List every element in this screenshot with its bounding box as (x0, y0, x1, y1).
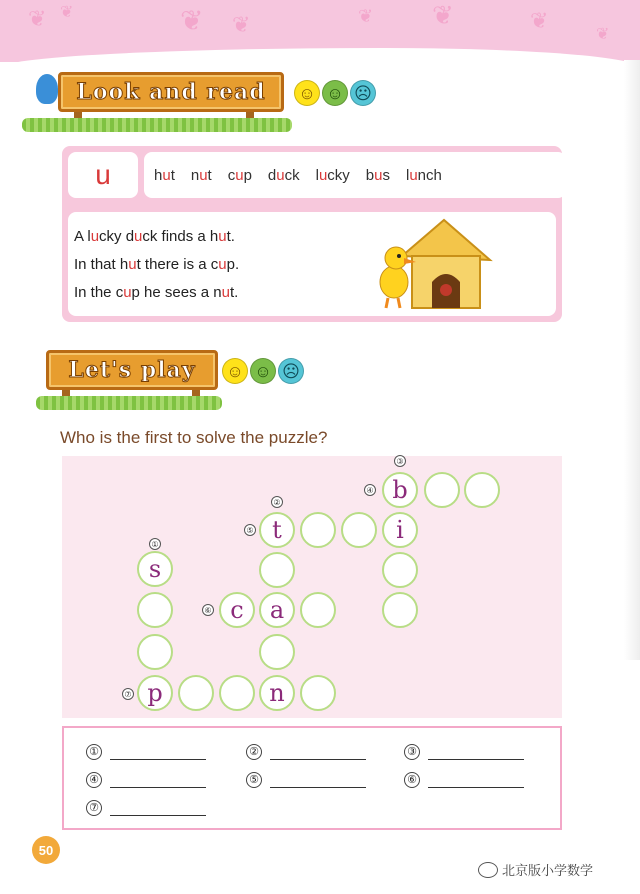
answer-item (404, 772, 524, 788)
puzzle-cell[interactable]: p (137, 675, 173, 711)
puzzle-cell[interactable]: t (259, 512, 295, 548)
answer-number: ⑥ (404, 772, 420, 788)
puzzle-cell[interactable] (178, 675, 214, 711)
puzzle-cell[interactable] (382, 592, 418, 628)
grass-strip (22, 118, 292, 132)
wechat-icon (478, 862, 498, 878)
puzzle-cell[interactable] (300, 592, 336, 628)
answer-number: ⑦ (86, 800, 102, 816)
sign-board (46, 350, 218, 390)
happy-face-icon[interactable]: ☺ (294, 80, 320, 106)
answer-blank[interactable] (110, 777, 206, 788)
sign-board (58, 72, 284, 112)
clue-number: ⑦ (122, 688, 134, 700)
puzzle-cell[interactable] (300, 675, 336, 711)
puzzle-cell[interactable]: c (219, 592, 255, 628)
puzzle-question: Who is the first to solve the puzzle? (60, 428, 328, 447)
answer-number: ⑤ (246, 772, 262, 788)
butterfly-icon: ❦ (358, 6, 374, 26)
butterfly-icon: ❦ (596, 26, 610, 43)
answer-item (246, 772, 366, 788)
butterfly-icon: ❦ (530, 8, 549, 33)
answer-number: ② (246, 744, 262, 760)
page-number: 50 (32, 836, 60, 864)
rhyme-line: In that hut there is a cup. (74, 256, 240, 273)
answer-blank[interactable] (270, 749, 366, 760)
answer-blank[interactable] (428, 749, 524, 760)
puzzle-cell[interactable] (424, 472, 460, 508)
puzzle-cell[interactable]: a (259, 592, 295, 628)
puzzle-cell[interactable] (137, 634, 173, 670)
answer-item (86, 772, 206, 788)
grass-strip (36, 396, 222, 410)
puzzle-cell[interactable] (300, 512, 336, 548)
puzzle-cell[interactable] (219, 675, 255, 711)
butterfly-icon: ❦ (232, 12, 251, 37)
rhyme-line: In the cup he sees a nut. (74, 284, 239, 301)
clue-number: ② (271, 496, 283, 508)
neutral-face-icon[interactable]: ☺ (250, 358, 276, 384)
puzzle-cell[interactable] (259, 634, 295, 670)
happy-face-icon[interactable]: ☺ (222, 358, 248, 384)
watermark (478, 860, 593, 879)
header-band (0, 0, 640, 62)
answer-item (404, 744, 524, 760)
section-title: Look and read (76, 79, 266, 105)
duck-hut-illustration (372, 212, 508, 314)
rhyme-line: A lucky duck finds a hut. (74, 228, 235, 245)
answer-item (86, 800, 206, 816)
self-rating-faces (294, 80, 376, 106)
answer-blank[interactable] (270, 777, 366, 788)
page-edge (624, 60, 640, 660)
word-item: bus (365, 166, 390, 184)
clue-number: ⑤ (244, 524, 256, 536)
puzzle-cell[interactable] (464, 472, 500, 508)
watermark-text: 北京版小学数学 (502, 863, 594, 878)
neutral-face-icon[interactable]: ☺ (322, 80, 348, 106)
focus-letter: u (68, 152, 138, 198)
bird-icon (36, 74, 58, 104)
section-title: Let's play (68, 357, 196, 383)
butterfly-icon: ❦ (28, 6, 47, 31)
butterfly-icon: ❦ (180, 5, 204, 36)
sad-face-icon[interactable]: ☹ (278, 358, 304, 384)
clue-number: ① (149, 538, 161, 550)
answer-number: ④ (86, 772, 102, 788)
word-item: lunch (405, 166, 442, 184)
butterfly-icon: ❦ (432, 0, 454, 30)
puzzle-cell[interactable]: b (382, 472, 418, 508)
puzzle-cell[interactable] (341, 512, 377, 548)
word-item: lucky (315, 166, 350, 184)
puzzle-cell[interactable]: i (382, 512, 418, 548)
puzzle-cell[interactable] (259, 552, 295, 588)
word-item: duck (267, 166, 300, 184)
puzzle-cell[interactable]: s (137, 551, 173, 587)
puzzle-cell[interactable] (382, 552, 418, 588)
clue-number: ③ (394, 455, 406, 467)
word-item: hut (154, 166, 175, 184)
word-item: nut (190, 166, 212, 184)
butterfly-icon: ❦ (60, 4, 74, 21)
answer-number: ① (86, 744, 102, 760)
answer-blank[interactable] (428, 777, 524, 788)
answer-blank[interactable] (110, 805, 206, 816)
clue-number: ④ (364, 484, 376, 496)
answer-item (246, 744, 366, 760)
clue-number: ⑥ (202, 604, 214, 616)
self-rating-faces (222, 358, 304, 384)
answer-box (62, 726, 562, 830)
word-item: cup (227, 166, 252, 184)
sad-face-icon[interactable]: ☹ (350, 80, 376, 106)
answer-item (86, 744, 206, 760)
answer-number: ③ (404, 744, 420, 760)
header-wave (0, 48, 640, 68)
word-list (144, 152, 566, 198)
puzzle-cell[interactable]: n (259, 675, 295, 711)
puzzle-cell[interactable] (137, 592, 173, 628)
answer-blank[interactable] (110, 749, 206, 760)
